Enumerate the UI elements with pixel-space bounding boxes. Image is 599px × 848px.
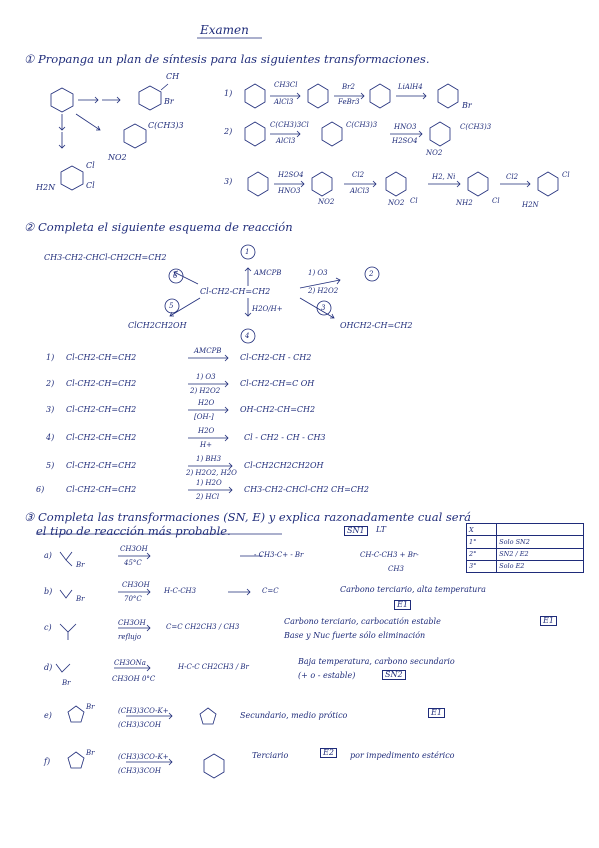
q2-rx-reactant: Cl-CH2-CH=CH2 [66,379,137,388]
q3-e-br: Br [86,703,95,711]
q3-a-reagent-top: CH3OH [120,545,148,553]
q1-r3-product-nh2: H2N [522,201,539,209]
q1-r2-reagent2-bottom: H2SO4 [392,137,418,145]
q3-c-note1: Carbono terciario, carbocatión estable [284,617,441,626]
q3-lt: LT [376,525,386,534]
q2-top-left: CH3-CH2-CHCl-CH2CH=CH2 [44,253,167,262]
q2-rx-reactant: Cl-CH2-CH=CH2 [66,405,137,414]
q2-rx-reagent-top: 1) H2O [196,479,222,487]
q3-e-box: E1 [428,708,445,718]
q2-rx-product: Cl-CH2CH2CH2OH [244,461,324,470]
q2-n5: 5 [169,302,174,310]
q1-r3-reagent3-top: H2, Ni [432,173,456,181]
q2-arrow2-label-b: 2) H2O2 [308,287,339,295]
q1-r1-reagent2-bottom: FeBr3 [338,98,360,106]
q3-a-label: a) [44,551,52,560]
q3-d-reagent-top: CH3ONa [114,659,146,667]
q1-start-sub-br: Br [164,97,174,106]
q3-f-reagent-bottom: (CH3)3COH [118,767,162,775]
q3-e-note: Secundario, medio prótico [240,711,348,720]
q2-n6: 6 [173,272,178,280]
q1-r1-reagent1-top: CH3Cl [274,81,298,89]
q2-rx-reagent-top: 1) BH3 [196,455,222,463]
q3-f-br: Br [86,749,95,757]
q3-reactivity-table [466,523,584,573]
q3-c-reagent-top: CH3OH [118,619,146,627]
q3-a-reagent-bottom: 45°C [124,559,142,567]
q2-rx-num: 6) [36,485,45,494]
q1-r2-reagent1-top: C(CH3)3Cl [270,121,309,129]
table-cell: 2° [467,548,497,560]
q3-heading-line1: ③ Completa las transformaciones (SN, E) y explica razonadamente cual será [24,510,471,524]
q3-e-reagent-bottom: (CH3)3COH [118,721,162,729]
q3-d-note1: Baja temperatura, carbono secundario [298,657,455,666]
q2-rx-reactant: Cl-CH2-CH=CH2 [66,485,137,494]
q1-r3-num: 3) [224,177,233,186]
q3-d-label: d) [44,663,53,672]
q1-r3-int2-no2: NO2 [388,199,405,207]
q1-start-sub-top: CH [166,72,180,81]
q1-r3-int2-cl: Cl [410,197,418,205]
q3-b-reagent-top: CH3OH [122,581,150,589]
q1-target-b-no2: NO2 [108,153,127,162]
q3-d-box: SN2 [382,670,406,680]
q1-r3-product-cl: Cl [562,171,570,179]
page-title: Examen [200,23,249,37]
q1-r3-int3-cl: Cl [492,197,500,205]
table-cell: 1° [467,536,497,548]
q2-rx-product: OH-CH2-CH=CH2 [240,405,316,414]
q3-f-note: Terciario [252,751,289,760]
q2-rx-reactant: Cl-CH2-CH=CH2 [66,461,137,470]
q1-r2-num: 2) [224,127,233,136]
q2-rx-reagent-bottom: [OH-] [194,413,214,421]
q3-b-note: Carbono terciario, alta temperatura [340,585,486,594]
q2-rx-product: Cl-CH2-CH - CH2 [240,353,312,362]
q3-c-reagent-bottom: reflujo [118,633,142,641]
q1-r2-intermediate: C(CH3)3 [346,121,378,129]
q1-r3-int3-nh2: NH2 [456,199,473,207]
q1-r2-product-no2: NO2 [426,149,443,157]
q3-d-note2: (+ o - estable) [298,671,356,680]
q1-r2-reagent1-bottom: AlCl3 [276,137,296,145]
q3-a-product: CH-C-CH3 + Br- [360,551,419,559]
q2-rx-reagent-bottom: 2) H2O2, H2O [186,469,237,477]
q2-center: Cl-CH2-CH=CH2 [200,287,271,296]
q3-b-br: Br [76,595,85,603]
q3-a-ch3: CH3 [388,565,404,573]
table-cell: 3° [467,560,497,572]
table-row [467,536,584,548]
q3-heading-line2: el tipo de reacción más probable. [36,524,231,538]
table-row [467,560,584,572]
q2-rx-num: 3) [46,405,55,414]
q1-r1-reagent1-bottom: AlCl3 [274,98,294,106]
q2-rx-reagent-bottom: H+ [200,441,212,449]
q3-e-reagent-top: (CH3)3CO-K+ [118,707,169,715]
q2-rx-num: 1) [46,353,55,362]
q3-b-reagent-bottom: 70°C [124,595,142,603]
q2-arrow1-label: AMCPB [254,269,282,277]
q1-r1-reagent2-top: Br2 [342,83,355,91]
q1-r3-reagent1-bottom: HNO3 [278,187,301,195]
q2-rx-reagent-top: AMCPB [194,347,222,355]
q3-b-intermediate: H-C-CH3 [164,587,197,595]
q2-rx-reactant: Cl-CH2-CH=CH2 [66,433,137,442]
q2-rx-reagent-bottom: 2) HCl [196,493,220,501]
q1-target-b-sub: C(CH3)3 [148,121,184,130]
table-cell: Solo SN2 [497,536,584,548]
q2-rx-num: 4) [46,433,55,442]
q2-n4: 4 [245,332,250,340]
q3-d-br: Br [62,679,71,687]
q2-rx-reactant: Cl-CH2-CH=CH2 [66,353,137,362]
q2-rx-product: CH3-CH2-CHCl-CH2 CH=CH2 [244,485,369,494]
q3-b-label: b) [44,587,53,596]
q3-d-product: H-C-C CH2CH3 / Br [178,663,249,671]
q3-d-reagent-bottom: CH3OH 0°C [112,675,156,683]
q2-n2: 2 [369,270,374,278]
q3-b-product: C=C [262,587,279,595]
q2-arrow4-label: H2O/H+ [252,305,283,313]
q2-rx-reagent-bottom: 2) H2O2 [190,387,221,395]
table-cell: X [467,524,497,536]
q3-sn1-box: SN1 [344,526,368,536]
q1-heading: ① Propanga un plan de síntesis para las siguientes transformaciones. [24,52,430,66]
q2-rx-reagent-top: H2O [198,399,215,407]
q2-rx-reagent-top: H2O [198,427,215,435]
q1-r3-reagent2-top: Cl2 [352,171,365,179]
q2-left-product: ClCH2CH2OH [128,321,187,330]
q2-rx-product: Cl-CH2-CH=C OH [240,379,315,388]
q2-heading: ② Completa el siguiente esquema de reacción [24,220,293,234]
q2-n1: 1 [245,248,250,256]
q1-target-c-cl1: Cl [86,161,95,170]
table-cell [497,524,584,536]
q1-r1-reagent3-top: LiAlH4 [398,83,423,91]
q2-rx-reagent-top: 1) O3 [196,373,216,381]
q3-c-note2: Base y Nuc fuerte sólo eliminación [284,631,426,640]
q3-c-label: c) [44,623,52,632]
q2-rx-num: 5) [46,461,55,470]
table-row [467,548,584,560]
q3-b-box: E1 [394,600,411,610]
q1-r1-num: 1) [224,89,233,98]
q2-n3: 3 [321,304,326,312]
table-cell: Solo E2 [497,560,584,572]
q3-f-label: f) [44,757,51,766]
q3-e-label: e) [44,711,52,720]
q1-r3-reagent4-top: Cl2 [506,173,519,181]
q3-a-intermediate: - CH3-C+ - Br [254,551,304,559]
q2-right-product: OHCH2-CH=CH2 [340,321,413,330]
q1-r2-product-sub: C(CH3)3 [460,123,492,131]
table-cell: SN2 / E2 [497,548,584,560]
q3-c-product: C=C CH2CH3 / CH3 [166,623,240,631]
q1-r1-product-br: Br [462,101,472,110]
q3-c-box: E1 [540,616,557,626]
q1-r2-reagent2-top: HNO3 [394,123,417,131]
q1-r3-reagent1-top: H2SO4 [278,171,304,179]
q3-f-box: E2 [320,748,337,758]
q2-rx-num: 2) [46,379,55,388]
q3-f-note-after: por impedimento estérico [350,751,455,760]
q3-a-br: Br [76,561,85,569]
q2-arrow2-label-a: 1) O3 [308,269,328,277]
q2-rx-product: Cl - CH2 - CH - CH3 [244,433,326,442]
table-row [467,524,584,536]
q1-r3-reagent2-bottom: AlCl3 [350,187,370,195]
q3-f-reagent-top: (CH3)3CO-K+ [118,753,169,761]
q1-r3-int1-no2: NO2 [318,198,335,206]
q1-target-c-nh2: H2N [36,183,56,192]
q1-target-c-cl2: Cl [86,181,95,190]
